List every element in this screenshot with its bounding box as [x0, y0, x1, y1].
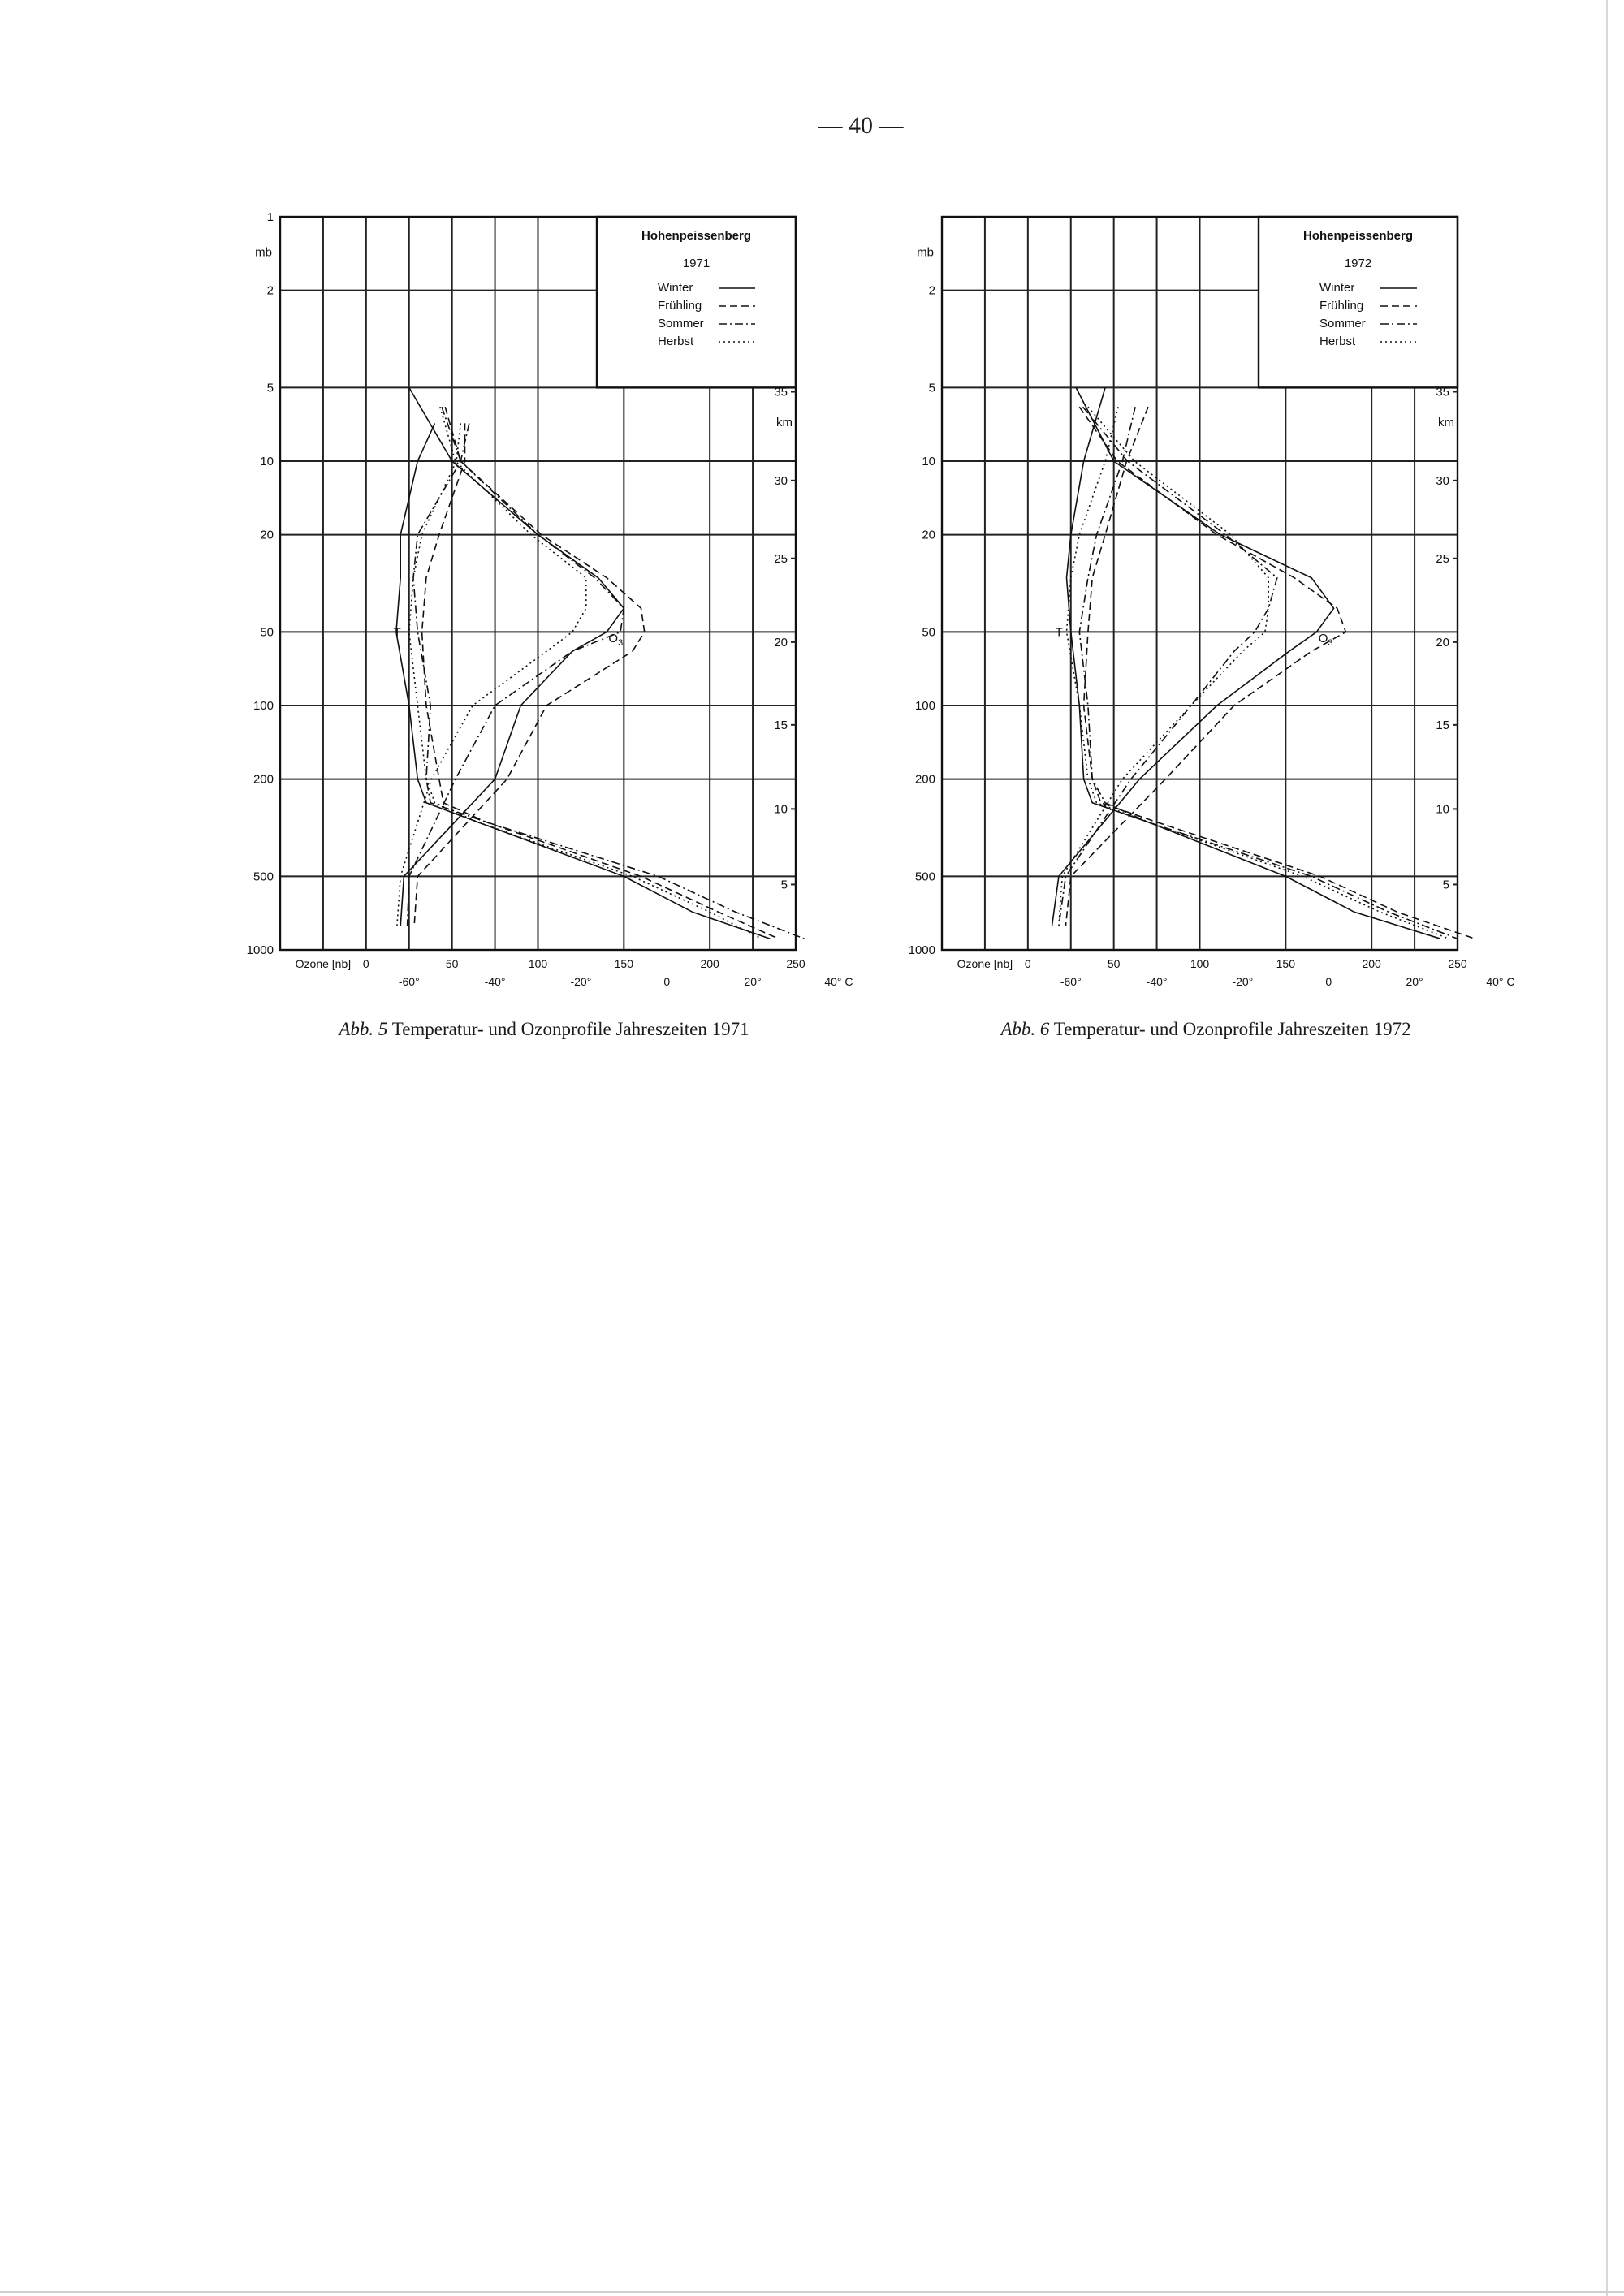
caption-1971: [227, 1019, 861, 1040]
altitude-tick-label: 15: [774, 718, 788, 732]
pressure-tick-label: 2: [928, 283, 935, 298]
altitude-tick-label: 20: [774, 635, 788, 650]
altitude-tick-label: 10: [774, 802, 788, 817]
temperature-line-winter: [1067, 387, 1440, 939]
legend-entry-herbst: Herbst: [658, 334, 694, 348]
pressure-tick-label: 200: [253, 772, 274, 787]
altitude-tick-label: 30: [774, 473, 788, 488]
caption-abb: Abb. 6: [1000, 1019, 1050, 1039]
pressure-tick-label: 500: [914, 870, 935, 884]
ozone-axis-label: Ozone [nb]: [957, 957, 1013, 970]
ozone-tick-label: 0: [362, 957, 369, 970]
ozone-line-winter: [400, 387, 624, 926]
pressure-tick-label: 50: [260, 625, 274, 640]
pressure-tick-label: 50: [922, 625, 935, 640]
temperature-line-sommer: [413, 423, 805, 939]
annotation-temperature: T: [393, 625, 401, 640]
pressure-tick-label: 10: [260, 455, 274, 468]
pressure-tick-label: 5: [928, 381, 935, 395]
ozone-tick-label: 100: [1190, 957, 1210, 970]
altitude-tick-label: 35: [1436, 385, 1449, 399]
legend-entry-sommer: Sommer: [658, 317, 704, 330]
legend-entry-winter: Winter: [1320, 281, 1355, 295]
ozone-tick-label: 150: [614, 957, 634, 970]
ozone-line-sommer: [408, 407, 624, 926]
ozone-tick-label: 200: [1362, 957, 1381, 970]
temperature-tick-label: 40° C: [1486, 975, 1515, 988]
altitude-tick-label: 25: [774, 551, 788, 566]
ozone-tick-label: 100: [528, 957, 548, 970]
legend-entry-herbst: Herbst: [1320, 334, 1356, 348]
legend-entry-sommer: Sommer: [1320, 317, 1366, 330]
pressure-tick-label: 2: [266, 283, 274, 298]
caption-abb: Abb. 5: [339, 1019, 388, 1039]
scan-edge-right: [1606, 0, 1608, 2296]
altitude-tick-label: 30: [1436, 473, 1449, 488]
temperature-tick-label: 40° C: [824, 975, 853, 988]
chart-body: [909, 217, 1515, 988]
annotation-ozone: $O_3$: [608, 631, 624, 648]
temperature-line-frühling: [1084, 407, 1475, 939]
pressure-tick-label: 5: [266, 381, 274, 395]
ozone-tick-label: 150: [1276, 957, 1296, 970]
caption-1972: [889, 1019, 1522, 1040]
legend-station: Hohenpeissenberg: [1302, 229, 1414, 243]
caption-text: Temperatur- und Ozonprofile Jahreszeiten 1972: [1053, 1019, 1411, 1039]
chart-body: [247, 210, 853, 988]
ozone-line-winter: [1052, 387, 1334, 926]
temperature-line-frühling: [422, 423, 779, 939]
altitude-tick-label: 20: [1436, 635, 1449, 650]
caption-text: Temperatur- und Ozonprofile Jahreszeiten 1971: [391, 1019, 749, 1039]
ozone-line-frühling: [414, 407, 645, 926]
altitude-unit-label: km: [776, 416, 793, 430]
chart-1972-svg: [889, 207, 1522, 1019]
figure-1972: [889, 207, 1522, 1060]
altitude-tick-label: 5: [1442, 878, 1449, 892]
ozone-axis-label: Ozone [nb]: [295, 957, 352, 970]
annotation-ozone: $O_3$: [1318, 631, 1333, 648]
ozone-tick-label: 250: [1448, 957, 1467, 970]
pressure-tick-label: 1000: [246, 943, 274, 957]
altitude-tick-label: 10: [1436, 802, 1449, 817]
ozone-tick-label: 0: [1024, 957, 1031, 970]
annotation-temperature: T: [1055, 625, 1063, 640]
ozone-line-frühling: [1065, 407, 1345, 926]
ozone-line-sommer: [1059, 407, 1277, 926]
pressure-unit-label: mb: [917, 245, 934, 260]
legend-entry-frühling: Frühling: [1320, 299, 1364, 313]
temperature-tick-label: -60°: [1060, 975, 1082, 988]
pressure-unit-label: mb: [255, 245, 272, 260]
ozone-tick-label: 50: [445, 957, 459, 970]
pressure-tick-label: 500: [253, 870, 274, 884]
temperature-tick-label: 0: [1325, 975, 1332, 988]
temperature-tick-label: 20°: [1406, 975, 1423, 988]
altitude-unit-label: km: [1438, 416, 1454, 430]
figure-1971: [227, 207, 861, 1060]
legend: [597, 217, 796, 387]
legend-entry-frühling: Frühling: [658, 299, 702, 313]
legend-year: 1972: [1344, 257, 1372, 270]
pressure-tick-label: 200: [914, 772, 935, 787]
pressure-tick-label: 20: [260, 528, 274, 542]
temperature-tick-label: 0: [663, 975, 671, 988]
altitude-tick-label: 15: [1436, 718, 1449, 732]
legend-year: 1971: [682, 257, 710, 270]
pressure-tick-label: 100: [253, 699, 274, 713]
temperature-tick-label: -40°: [484, 975, 506, 988]
legend-station: Hohenpeissenberg: [641, 229, 752, 243]
pressure-tick-label: 100: [914, 699, 935, 713]
legend-entry-winter: Winter: [658, 281, 693, 295]
temperature-tick-label: -60°: [398, 975, 420, 988]
ozone-tick-label: 250: [786, 957, 806, 970]
temperature-tick-label: 20°: [744, 975, 762, 988]
temperature-tick-label: -20°: [570, 975, 592, 988]
page-number: — 40 —: [818, 112, 904, 139]
legend: [1259, 217, 1458, 387]
temperature-tick-label: -20°: [1232, 975, 1254, 988]
altitude-tick-label: 35: [774, 385, 788, 399]
ozone-tick-label: 50: [1107, 957, 1121, 970]
pressure-tick-label: 10: [922, 455, 935, 468]
pressure-tick-label: 1000: [908, 943, 935, 957]
scan-edge-bottom: [0, 2291, 1624, 2293]
pressure-tick-label: 1: [266, 210, 274, 224]
ozone-tick-label: 200: [700, 957, 719, 970]
altitude-tick-label: 5: [780, 878, 788, 892]
temperature-tick-label: -40°: [1146, 975, 1168, 988]
chart-1971-svg: [227, 207, 861, 1019]
altitude-tick-label: 25: [1436, 551, 1449, 566]
pressure-tick-label: 20: [922, 528, 935, 542]
